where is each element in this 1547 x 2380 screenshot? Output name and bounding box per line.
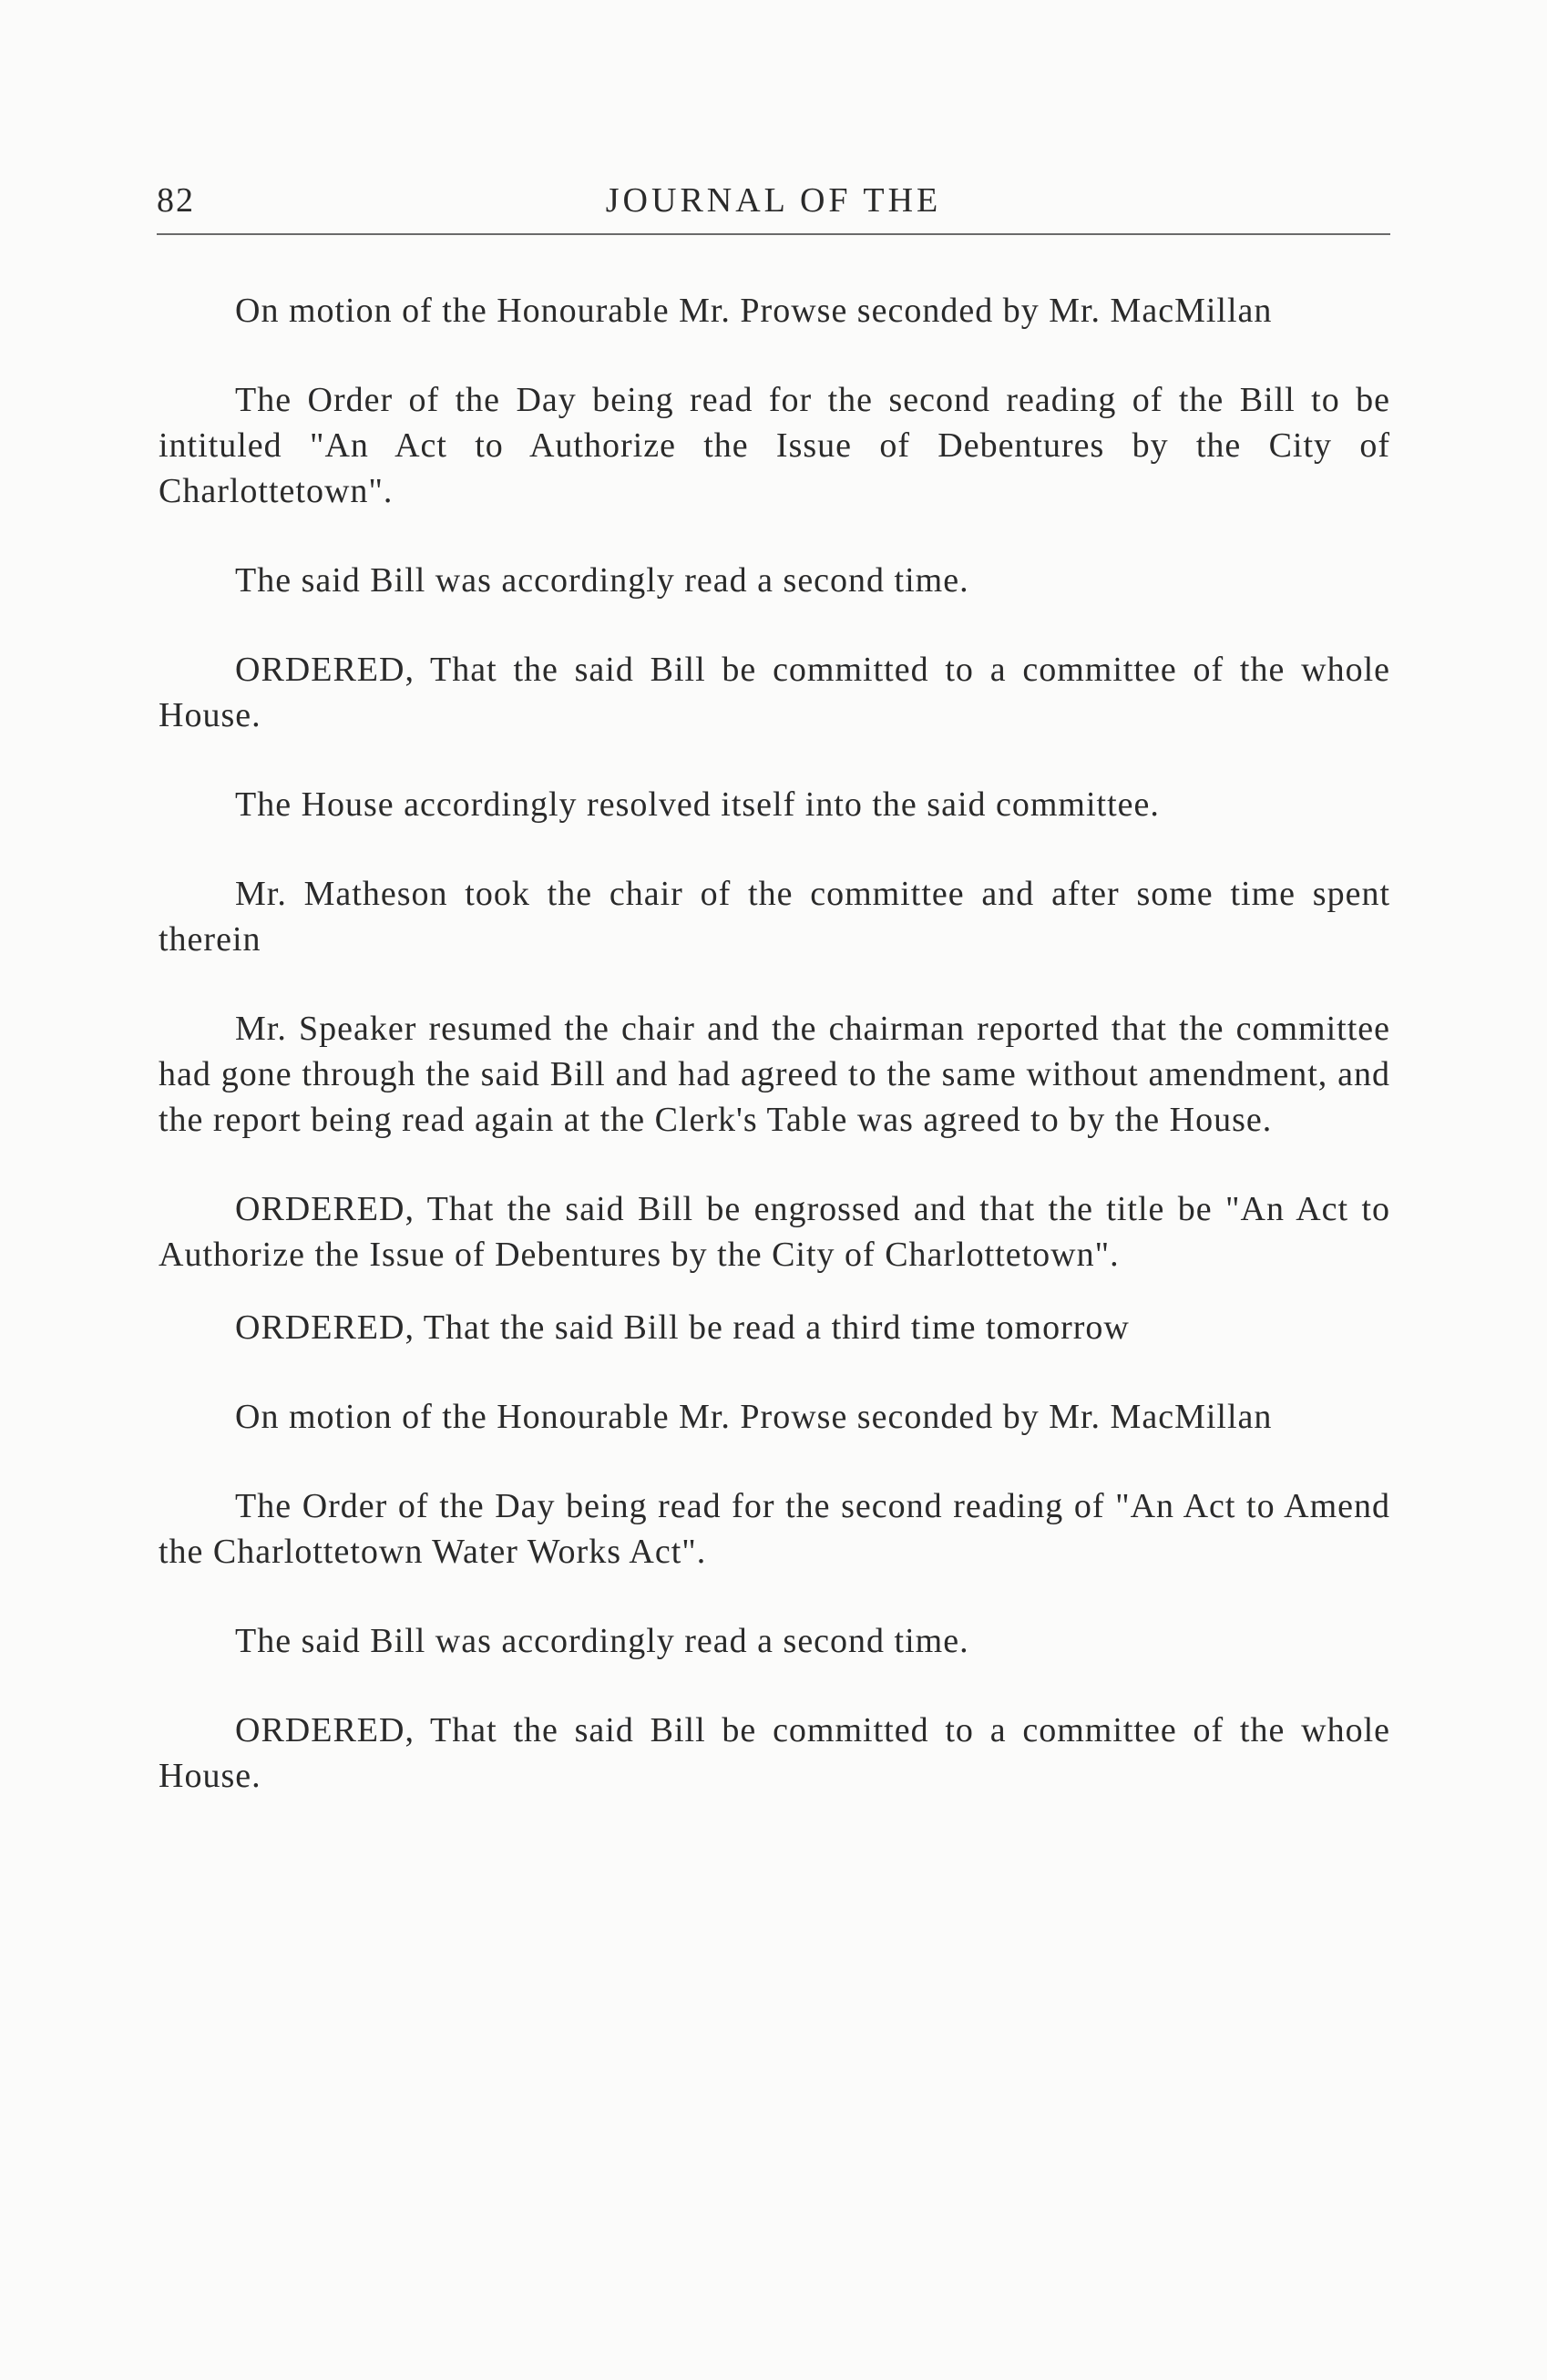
ordered-third-reading-paragraph: ORDERED, That the said Bill be read a third time tomorrow — [235, 1308, 1130, 1347]
chair-paragraph: Mr. Matheson took the chair of the committee and after some time spent therein — [159, 875, 1390, 959]
journal-title: JOURNAL OF THE — [605, 181, 942, 220]
speaker-report-paragraph: Mr. Speaker resumed the chair and the chairman reported that the committee had gone through the said Bill and had agreed to the same without amendment, and the report being read again at the Clerk's Table was agreed to by the House. — [159, 1010, 1390, 1139]
page-number: 82 — [157, 181, 195, 220]
ordered-committee-paragraph: ORDERED, That the said Bill be committed to a committee of the whole House. — [159, 651, 1390, 734]
order-of-day-paragraph-2: The Order of the Day being read for the second reading of "An Act to Amend the Charlottetown Water Works Act". — [159, 1487, 1390, 1571]
second-reading-paragraph: The said Bill was accordingly read a second time. — [235, 561, 969, 600]
journal-body — [159, 288, 1390, 1799]
ordered-committee-paragraph-2: ORDERED, That the said Bill be committed to a committee of the whole House. — [159, 1711, 1390, 1795]
motion-paragraph-2: On motion of the Honourable Mr. Prowse seconded by Mr. MacMillan — [235, 1398, 1273, 1436]
running-head — [157, 180, 1390, 226]
second-reading-paragraph-2: The said Bill was accordingly read a second time. — [235, 1622, 969, 1660]
header-rule — [157, 233, 1390, 235]
ordered-engrossed-paragraph: ORDERED, That the said Bill be engrossed and that the title be "An Act to Authorize the Issue of Debentures by the City of Charlottetown". — [159, 1190, 1390, 1274]
house-resolved-paragraph: The House accordingly resolved itself into the said committee. — [235, 785, 1160, 824]
motion-paragraph: On motion of the Honourable Mr. Prowse seconded by Mr. MacMillan — [235, 292, 1273, 330]
order-of-day-paragraph: The Order of the Day being read for the second reading of the Bill to be intituled "An Act to Authorize the Issue of Debentures by the City of Charlottetown". — [159, 381, 1390, 510]
